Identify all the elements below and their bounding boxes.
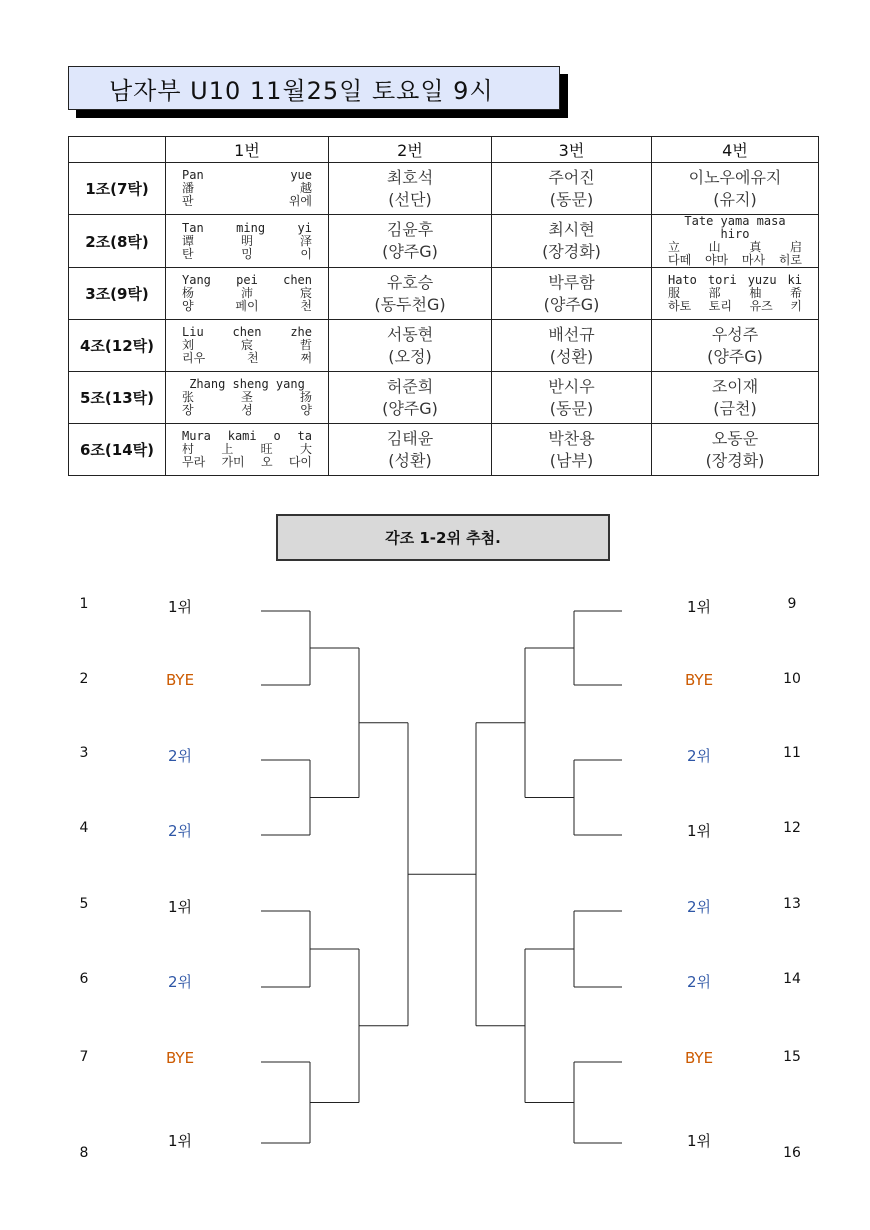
player-name: 서동현: [386, 324, 434, 344]
name-part: 장: [182, 403, 194, 417]
player-name: 김윤후: [386, 220, 434, 239]
seed-number: 4: [79, 820, 89, 836]
name-part: 양: [182, 299, 194, 313]
seed-slot: BYE: [165, 671, 195, 689]
name-part: 希: [789, 286, 802, 300]
seed-number: 2: [79, 671, 89, 687]
seed-number: 6: [79, 971, 89, 987]
player-club: (오정): [388, 346, 432, 366]
name-part: 泽: [299, 233, 312, 248]
name-part: 服: [668, 286, 681, 300]
seed-number: 5: [79, 896, 89, 912]
seed-slot: 1위: [167, 598, 193, 616]
player-name: 우성주: [711, 324, 759, 344]
seed-number: 12: [783, 820, 801, 836]
seed-number: 15: [783, 1049, 801, 1065]
player-club: (동문): [549, 398, 594, 418]
header-col-2: 2번: [329, 137, 492, 163]
seed-slot: 2위: [686, 747, 712, 765]
name-part: Tate yama masa hiro: [684, 214, 786, 241]
name-part: 쩌: [300, 351, 312, 365]
seed-slot: 2위: [686, 898, 712, 916]
name-part: 토리: [708, 299, 732, 313]
player-name: 반시우: [548, 376, 595, 396]
player-name: 박루함: [548, 272, 595, 292]
name-part: Liu: [182, 325, 204, 339]
name-part: yue: [290, 168, 312, 182]
header-col-1: 1번: [166, 137, 329, 163]
seed-slot: 2위: [686, 973, 712, 991]
name-part: 扬: [299, 390, 312, 404]
player-club: (금천): [713, 398, 757, 418]
name-part: 페이: [235, 299, 259, 313]
name-part: 启: [789, 240, 802, 254]
name-part: 하토: [668, 299, 692, 313]
name-part: 키: [790, 299, 802, 313]
name-part: 천: [247, 351, 259, 365]
name-part: 杨: [182, 286, 195, 300]
group-label: 3조(9탁): [69, 268, 166, 320]
name-part: kami: [227, 429, 257, 443]
seed-number: 13: [783, 896, 801, 912]
seed-slot: 2위: [167, 747, 193, 765]
name-part: 양: [300, 403, 312, 417]
name-part: 오: [260, 455, 273, 469]
player-club: (장경화): [705, 450, 765, 470]
group-label: 4조(12탁): [69, 320, 166, 372]
name-part: yuzu: [747, 273, 777, 287]
player-name: 최호석: [386, 167, 434, 187]
name-part: 宸: [299, 286, 312, 300]
player-name: 주어진: [548, 167, 595, 187]
seed-number: 16: [783, 1145, 801, 1161]
seed-slot: 1위: [686, 598, 712, 616]
seed-slot: 1위: [167, 1132, 193, 1150]
name-part: zhe: [290, 325, 312, 339]
player-name: 이노우에유지: [688, 167, 782, 187]
name-part: Yang: [182, 273, 211, 287]
player-club: (양주G): [382, 242, 438, 261]
seed-number: 14: [783, 971, 801, 987]
name-part: ta: [297, 429, 312, 443]
player-club: (동두천G): [374, 294, 446, 314]
seed-slot: BYE: [165, 1049, 195, 1067]
name-part: 柚: [749, 286, 762, 300]
seed-number: 9: [787, 596, 797, 612]
player-club: (동문): [549, 189, 594, 209]
seed-slot: BYE: [684, 671, 714, 689]
group-label: 6조(14탁): [69, 424, 166, 476]
player-club: (성환): [549, 346, 594, 366]
seed-slot: 2위: [167, 822, 193, 840]
seed-slot: 1위: [686, 822, 712, 840]
name-part: Mura: [182, 429, 211, 443]
name-part: 宸: [240, 338, 253, 352]
name-part: 다떼: [668, 253, 692, 267]
name-part: 셩: [241, 403, 253, 417]
name-part: 村: [182, 442, 195, 456]
name-part: 마사: [741, 253, 766, 267]
seed-number: 8: [79, 1145, 89, 1161]
seed-number: 3: [79, 745, 89, 761]
header-col-3: 3번: [492, 137, 652, 163]
player-name: 박찬용: [548, 428, 595, 448]
player-club: (양주G): [707, 346, 763, 366]
player-club: (선단): [388, 189, 432, 209]
page-title: 남자부 U10 11월25일 토요일 9시: [109, 76, 494, 105]
name-part: o: [273, 429, 281, 443]
name-part: 리우: [182, 351, 206, 365]
name-part: 이: [300, 246, 312, 261]
name-part: Zhang sheng yang: [189, 377, 305, 391]
player-club: (장경화): [542, 242, 601, 261]
name-part: 위에: [288, 194, 312, 208]
seed-number: 7: [79, 1049, 89, 1065]
name-part: 哲: [299, 338, 312, 352]
name-part: 谭: [182, 233, 195, 248]
group-label: 1조(7탁): [69, 163, 166, 215]
name-part: 밍: [241, 246, 253, 261]
name-part: 다이: [288, 455, 312, 469]
seed-slot: BYE: [684, 1049, 714, 1067]
player-club: (양주G): [543, 294, 600, 314]
name-part: ki: [787, 273, 802, 287]
name-part: 가미: [221, 455, 245, 469]
name-part: chen: [283, 273, 312, 287]
name-part: tori: [707, 273, 737, 287]
name-part: 部: [708, 286, 721, 300]
name-part: Hato: [668, 273, 697, 287]
player-club: (성환): [388, 450, 432, 470]
name-part: 大: [299, 442, 312, 456]
name-part: 明: [240, 233, 253, 248]
player-name: 김태윤: [386, 428, 434, 448]
seed-slot: 1위: [686, 1132, 712, 1150]
name-part: yi: [297, 220, 312, 235]
name-part: 旺: [260, 442, 273, 456]
name-part: 真: [749, 240, 762, 254]
name-part: 圣: [240, 390, 253, 404]
player-name: 배선규: [548, 324, 595, 344]
name-part: 刘: [182, 338, 195, 352]
name-part: 上: [221, 442, 234, 456]
name-part: pei: [236, 273, 258, 287]
group-label: 2조(8탁): [69, 215, 166, 268]
name-part: 张: [182, 390, 195, 404]
name-part: 越: [299, 181, 312, 195]
player-club: (남부): [549, 450, 594, 470]
name-part: chen: [232, 325, 262, 339]
player-name: 오동운: [711, 428, 759, 448]
seed-slot: 1위: [167, 898, 193, 916]
header-col-4: 4번: [652, 137, 819, 163]
player-club: (양주G): [382, 398, 438, 418]
name-part: 유즈: [749, 299, 773, 313]
name-part: Tan: [182, 220, 204, 235]
player-name: 조이재: [711, 376, 759, 396]
name-part: 潘: [182, 181, 195, 195]
group-label: 5조(13탁): [69, 372, 166, 424]
seed-number: 11: [783, 745, 801, 761]
player-name: 유호승: [386, 272, 434, 292]
player-name: 최시현: [548, 220, 595, 239]
player-name: 허준희: [386, 376, 434, 396]
name-part: 탄: [182, 246, 194, 261]
name-part: 立: [668, 240, 681, 254]
draw-title: 각조 1-2위 추첨.: [385, 529, 501, 547]
name-part: 沛: [240, 286, 253, 300]
name-part: 천: [300, 299, 312, 313]
name-part: 판: [182, 194, 194, 208]
seed-number: 10: [783, 671, 801, 687]
name-part: ming: [236, 220, 266, 235]
name-part: 무라: [182, 455, 206, 469]
name-part: 히로: [778, 253, 802, 267]
seed-number: 1: [79, 596, 89, 612]
name-part: 山: [708, 240, 721, 254]
name-part: 야마: [704, 253, 729, 267]
seed-slot: 2위: [167, 973, 193, 991]
player-club: (유지): [713, 189, 757, 209]
name-part: Pan: [182, 168, 204, 182]
